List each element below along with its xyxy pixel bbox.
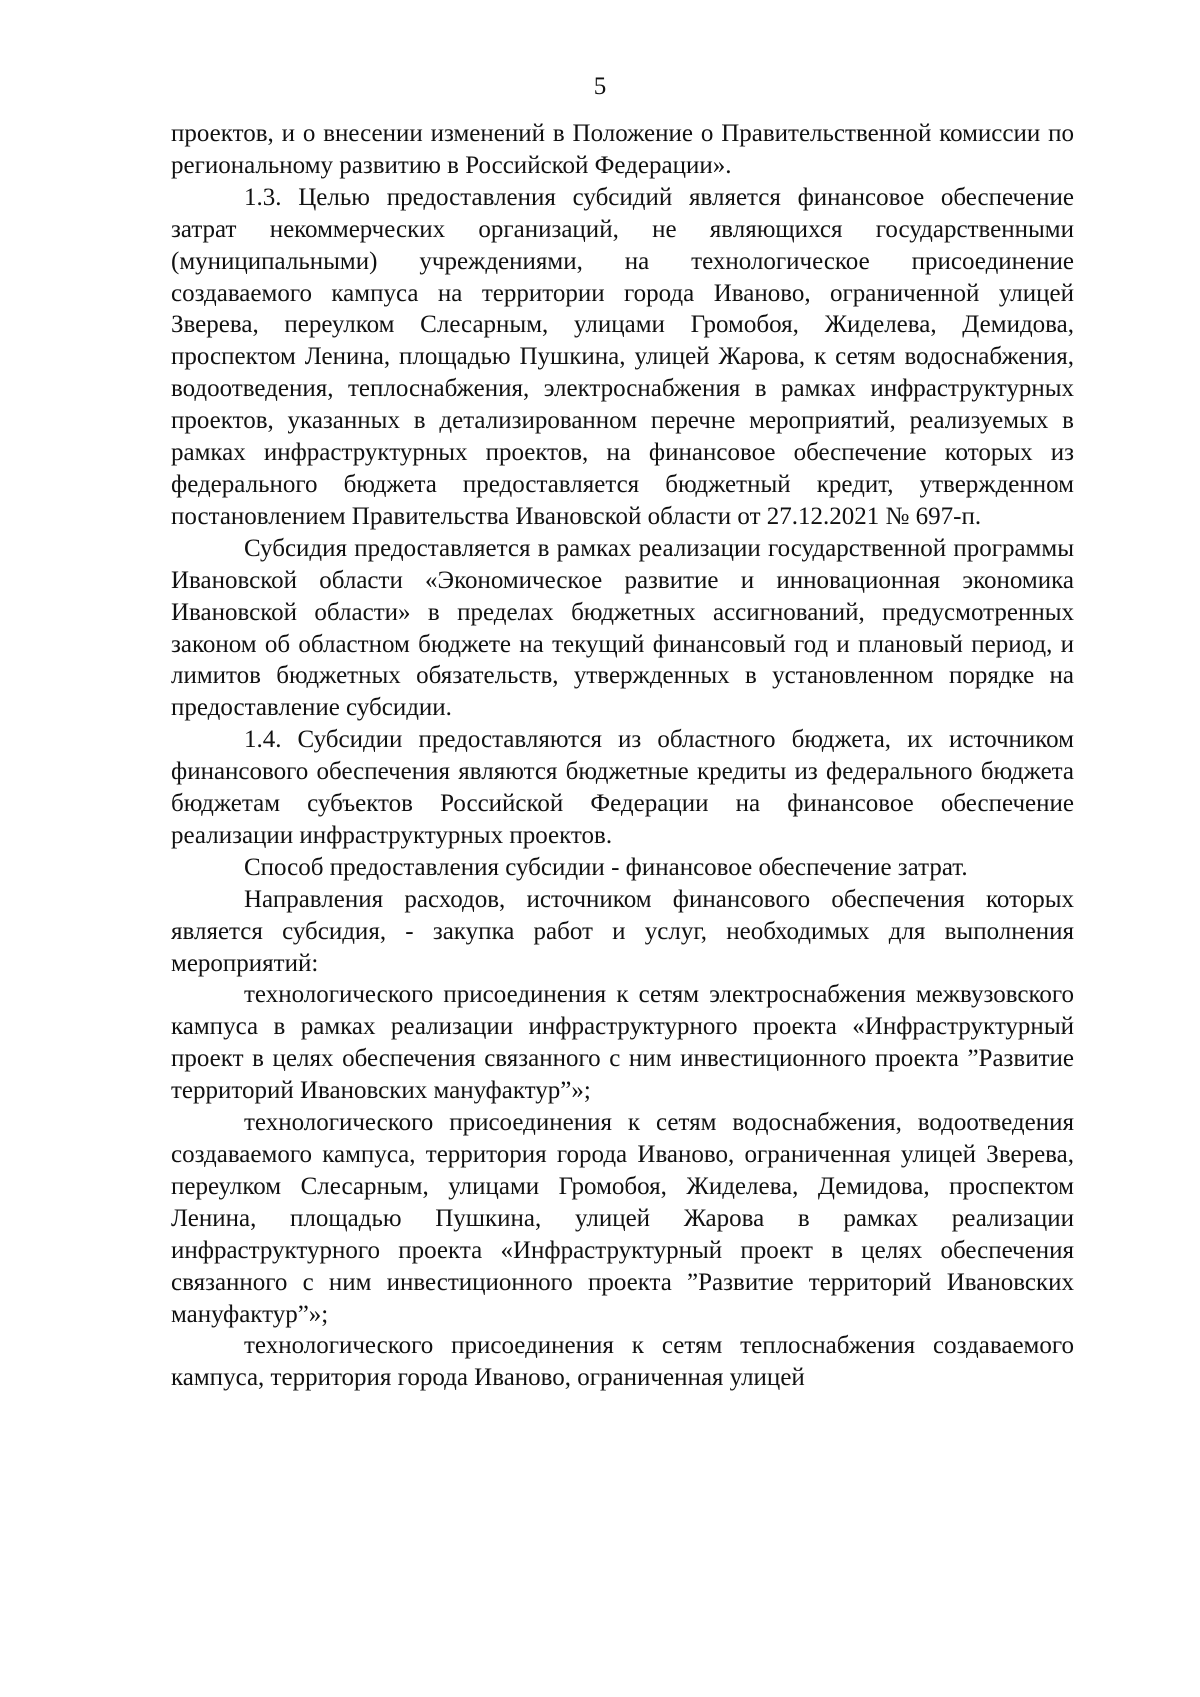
document-body xyxy=(171,118,1074,1394)
list-item-water: технологического присоединения к сетям водоснабжения, водоотведения создаваемого кампуса, территория города Иваново, ограниченная улицей Зверева, переулком Слесарным, улицами Громобоя, Жиделева, Демидова, проспектом Ленина, площадью Пушкина, улицей Жарова в рамках реализации инфраструктурного проекта «Инфраструктурный проект в целях обеспечения связанного с ним инвестиционного проекта ”Развитие территорий Ивановских мануфактур”»; xyxy=(171,1109,1074,1328)
paragraph-expense-directions: Направления расходов, источником финансового обеспечения которых является субсидия, - закупка работ и услуг, необходимых для выполнения мероприятий: xyxy=(171,885,1074,977)
paragraph-subsidy-program: Субсидия предоставляется в рамках реализации государственной программы Ивановской области «Экономическое развитие и инновационная экономика Ивановской области» в пределах бюджетных ассигнований, предусмотренных законом об областном бюджете на текущий финансовый год и плановый период, и лимитов бюджетных обязательств, утвержденных в установленном порядке на предоставление субсидии. xyxy=(171,534,1074,722)
paragraph-1-3-purpose: 1.3. Целью предоставления субсидий является финансовое обеспечение затрат некоммерческих организаций, не являющихся государственными (муниципальными) учреждениями, на технологическое присоединение создаваемого кампуса на территории города Иваново, ограниченной улицей Зверева, переулком Слесарным, улицами Громобоя, Жиделева, Демидова, проспектом Ленина, площадью Пушкина, улицей Жарова, к сетям водоснабжения, водоотведения, теплоснабжения, электроснабжения в рамках инфраструктурных проектов, указанных в детализированном перечне мероприятий, реализуемых в рамках инфраструктурных проектов, на финансовое обеспечение которых из федерального бюджета предоставляется бюджетный кредит, утвержденном постановлением Правительства Ивановской области от 27.12.2021 № 697-п. xyxy=(171,183,1074,530)
paragraph-continuation: проектов, и о внесении изменений в Положение о Правительственной комиссии по региональному развитию в Российской Федерации». xyxy=(171,120,1074,179)
paragraph-method: Способ предоставления субсидии - финансовое обеспечение затрат. xyxy=(244,853,968,881)
list-item-electricity: технологического присоединения к сетям электроснабжения межвузовского кампуса в рамках реализации инфраструктурного проекта «Инфраструктурный проект в целях обеспечения связанного с ним инвестиционного проекта ”Развитие территорий Ивановских мануфактур”»; xyxy=(171,981,1074,1105)
paragraph-1-4-source: 1.4. Субсидии предоставляются из областного бюджета, их источником финансового обеспечения являются бюджетные кредиты из федерального бюджета бюджетам субъектов Российской Федерации на финансовое обеспечение реализации инфраструктурных проектов. xyxy=(171,726,1074,849)
page-number: 5 xyxy=(593,73,607,100)
list-item-heat: технологического присоединения к сетям теплоснабжения создаваемого кампуса, территория города Иваново, ограниченная улицей xyxy=(171,1332,1074,1392)
